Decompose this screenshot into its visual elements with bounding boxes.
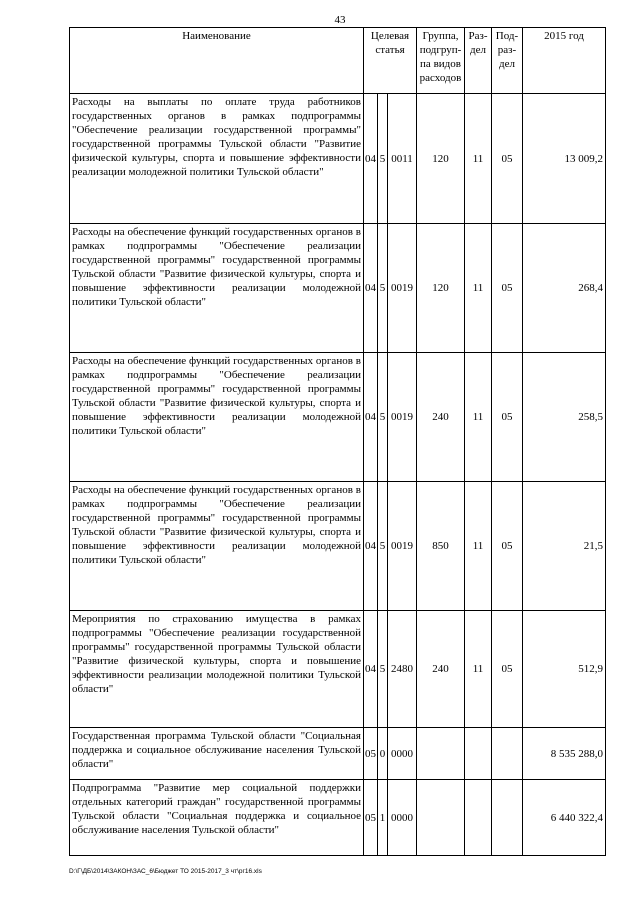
target-code-part2: 5 — [378, 482, 388, 611]
section-code — [465, 728, 492, 780]
table-row — [70, 611, 606, 728]
target-code-part3: 0000 — [388, 728, 417, 780]
amount-2015: 512,9 — [523, 611, 606, 728]
table-row — [70, 224, 606, 353]
budget-table — [69, 27, 606, 856]
subsection-code — [492, 728, 523, 780]
page-number: 43 — [334, 14, 346, 26]
header-subsection: Под-раз-дел — [492, 28, 523, 94]
target-code-part3: 0019 — [388, 353, 417, 482]
subsection-code: 05 — [492, 353, 523, 482]
target-code-part1: 04 — [364, 224, 378, 353]
table-row — [70, 780, 606, 856]
expense-group: 120 — [417, 94, 465, 224]
row-name: Подпрограмма "Развитие мер социальной поддержки отдельных категорий граждан" государственной программы Тульской области "Социальная поддержка и социальное обслуживание населения Тульской области" — [70, 780, 364, 856]
target-code-part3: 2480 — [388, 611, 417, 728]
row-name: Государственная программа Тульской области "Социальная поддержка и социальное обслуживание населения Тульской области" — [70, 728, 364, 780]
header-group: Группа, подгруп-па видов расходов — [417, 28, 465, 94]
table-row — [70, 353, 606, 482]
expense-group — [417, 780, 465, 856]
subsection-code: 05 — [492, 94, 523, 224]
subsection-code: 05 — [492, 482, 523, 611]
target-code-part1: 04 — [364, 353, 378, 482]
table-row — [70, 728, 606, 780]
target-code-part2: 5 — [378, 224, 388, 353]
expense-group: 240 — [417, 611, 465, 728]
expense-group — [417, 728, 465, 780]
row-name: Расходы на обеспечение функций государственных органов в рамках подпрограммы "Обеспечение реализации государственной программы" государственной программы Тульской области "Развитие физической культуры, спорта и повышение эффективности реализации молодежной политики Тульской области" — [70, 224, 364, 353]
section-code — [465, 780, 492, 856]
section-code: 11 — [465, 224, 492, 353]
header-section: Раз-дел — [465, 28, 492, 94]
table-row — [70, 482, 606, 611]
target-code-part1: 04 — [364, 94, 378, 224]
amount-2015: 268,4 — [523, 224, 606, 353]
row-name: Расходы на обеспечение функций государственных органов в рамках подпрограммы "Обеспечение реализации государственной программы" государственной программы Тульской области "Развитие физической культуры, спорта и повышение эффективности реализации молодежной политики Тульской области" — [70, 353, 364, 482]
expense-group: 240 — [417, 353, 465, 482]
amount-2015: 8 535 288,0 — [523, 728, 606, 780]
target-code-part2: 5 — [378, 94, 388, 224]
header-name: Наименование — [70, 28, 364, 94]
row-name: Мероприятия по страхованию имущества в рамках подпрограммы "Обеспечение реализации государственной программы" государственной программы Тульской области "Развитие физической культуры, спорта и повышение эффективности реализации молодежной политики Тульской области" — [70, 611, 364, 728]
target-code-part2: 5 — [378, 611, 388, 728]
expense-group: 850 — [417, 482, 465, 611]
section-code: 11 — [465, 611, 492, 728]
row-name: Расходы на обеспечение функций государственных органов в рамках подпрограммы "Обеспечение реализации государственной программы" государственной программы Тульской области "Развитие физической культуры, спорта и повышение эффективности реализации молодежной политики Тульской области" — [70, 482, 364, 611]
target-code-part2: 5 — [378, 353, 388, 482]
target-code-part1: 05 — [364, 728, 378, 780]
subsection-code — [492, 780, 523, 856]
subsection-code: 05 — [492, 611, 523, 728]
file-path-footer: D:\Г\ДБ\2014\ЗАКОН\ЗАС_6\Бюджет ТО 2015-2017_3 чт\рг16.xls — [69, 868, 262, 875]
header-year: 2015 год — [523, 28, 606, 94]
header-row — [70, 28, 606, 94]
target-code-part2: 1 — [378, 780, 388, 856]
section-code: 11 — [465, 94, 492, 224]
section-code: 11 — [465, 353, 492, 482]
target-code-part2: 0 — [378, 728, 388, 780]
amount-2015: 258,5 — [523, 353, 606, 482]
row-name: Расходы на выплаты по оплате труда работников государственных органов в рамках подпрограммы "Обеспечение реализации государственной программы" государственной программы Тульской области "Развитие физической культуры, спорта и повышение эффективности реализации молодежной политики Тульской области" — [70, 94, 364, 224]
target-code-part1: 04 — [364, 611, 378, 728]
target-code-part1: 04 — [364, 482, 378, 611]
target-code-part3: 0011 — [388, 94, 417, 224]
target-code-part3: 0019 — [388, 482, 417, 611]
section-code: 11 — [465, 482, 492, 611]
expense-group: 120 — [417, 224, 465, 353]
target-code-part1: 05 — [364, 780, 378, 856]
target-code-part3: 0000 — [388, 780, 417, 856]
target-code-part3: 0019 — [388, 224, 417, 353]
subsection-code: 05 — [492, 224, 523, 353]
amount-2015: 21,5 — [523, 482, 606, 611]
header-target: Целевая статья — [364, 28, 417, 94]
amount-2015: 13 009,2 — [523, 94, 606, 224]
amount-2015: 6 440 322,4 — [523, 780, 606, 856]
table-row — [70, 94, 606, 224]
